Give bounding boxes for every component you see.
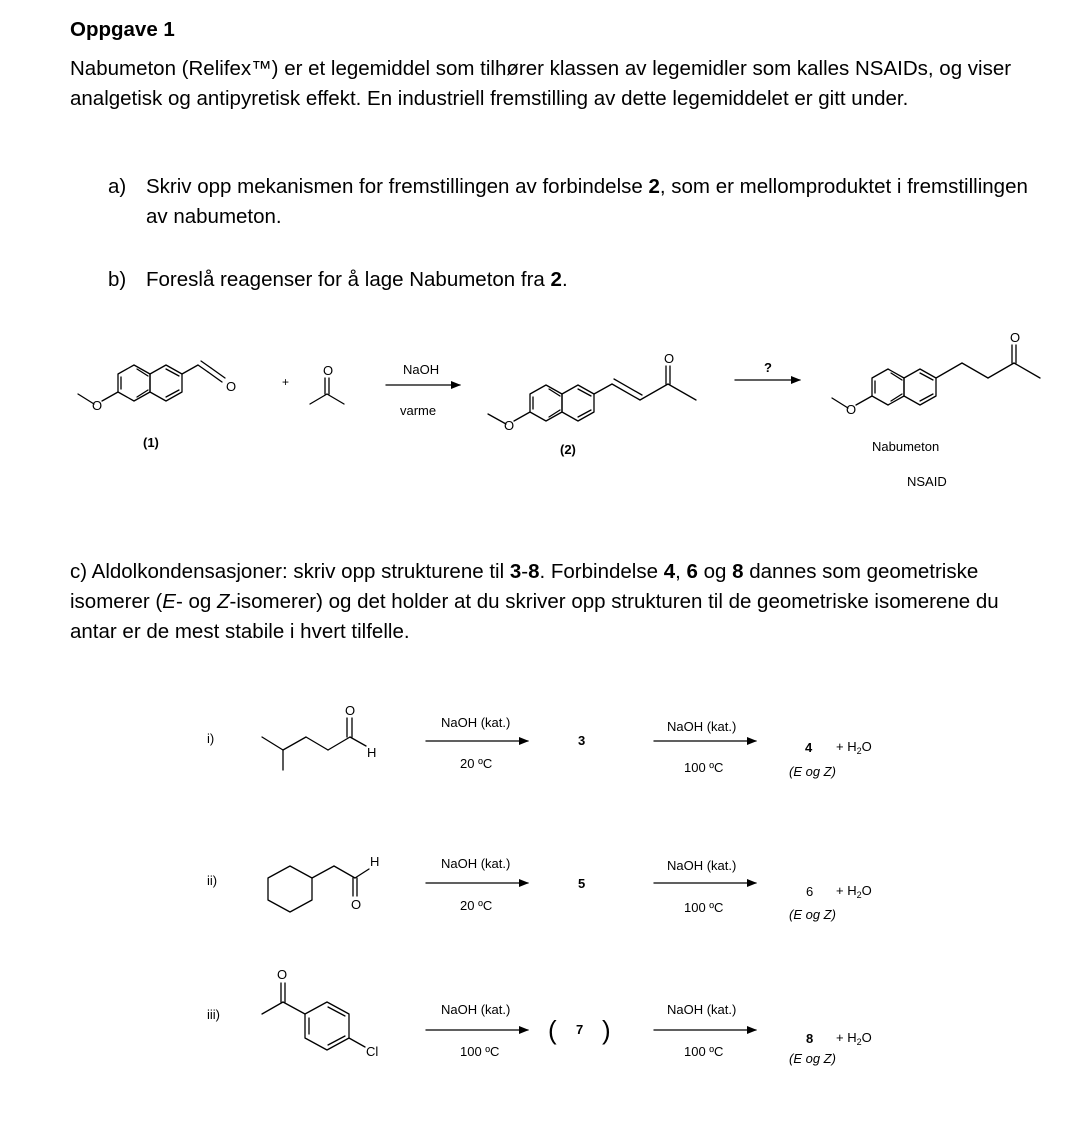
compound-1-label: (1) <box>143 435 159 450</box>
atom-label-O: O <box>345 703 356 718</box>
paren-open: ( <box>548 1015 557 1045</box>
reaction-ii-label: ii) <box>207 873 218 888</box>
acetone-structure <box>310 378 344 404</box>
water-term: + $H_2O$ <box>836 883 872 900</box>
plus-sign: + <box>282 375 290 389</box>
atom-label-O: O <box>1010 330 1021 345</box>
intermediate-5: 5 <box>578 876 586 891</box>
condition-i-2: 100 ºC <box>684 760 724 775</box>
condition-iii-1: 100 ºC <box>460 1044 500 1059</box>
arrow1-reagent: NaOH <box>403 362 440 377</box>
reagent-i-1: NaOH (kat.) <box>441 715 511 730</box>
water-term: + $H_2O$ <box>836 1030 872 1047</box>
isomers-note: (E og Z) <box>789 907 836 922</box>
atom-label-O: O <box>846 402 857 417</box>
condition-ii-1: 20 ºC <box>460 898 493 913</box>
reagent-iii-1: NaOH (kat.) <box>441 1002 511 1017</box>
reagent-iii-2: NaOH (kat.) <box>667 1002 737 1017</box>
product-class: NSAID <box>907 474 947 489</box>
intermediate-3: 3 <box>578 733 586 748</box>
question-b-label: b) <box>108 268 127 291</box>
reaction-i-label: i) <box>207 731 215 746</box>
atom-label-H: H <box>367 745 377 760</box>
arrow2-reagent-unknown: ? <box>764 360 772 375</box>
question-b-text: Foreslå reagenser for å lage Nabumeton fra 2. <box>146 268 568 291</box>
paren-close: ) <box>602 1015 611 1045</box>
question-a-text: Skriv opp mekanismen for fremstillingen av forbindelse 2, som er mellomproduktet i fremstillingen av nabumeton. <box>146 175 1028 228</box>
atom-label-H: H <box>370 854 380 869</box>
reaction-iii-label: iii) <box>207 1007 220 1022</box>
compound-2-label: (2) <box>560 442 576 457</box>
reagent-ii-1: NaOH (kat.) <box>441 856 511 871</box>
arrow1-condition: varme <box>400 403 437 418</box>
reactant-iii-structure <box>262 983 365 1050</box>
intermediate-7: 7 <box>576 1022 584 1037</box>
condition-iii-2: 100 ºC <box>684 1044 724 1059</box>
nabumeton-structure <box>832 345 1040 408</box>
atom-label-O: O <box>226 379 237 394</box>
intro-paragraph: Nabumeton (Relifex™) er et legemiddel som tilhører klassen av legemidler som kalles NSAIDs, og viser analgetisk og antipyretisk effekt. En industriell fremstilling av dette legemiddelet er gitt under. <box>70 57 1012 110</box>
isomers-note: (E og Z) <box>789 1051 836 1066</box>
condition-ii-2: 100 ºC <box>684 900 724 915</box>
reactant-i-structure <box>262 718 366 770</box>
atom-label-O: O <box>277 967 288 982</box>
product-6: 6 <box>806 884 814 899</box>
compound-2-structure <box>488 366 696 424</box>
reagent-ii-2: NaOH (kat.) <box>667 858 737 873</box>
condition-i-1: 20 ºC <box>460 756 493 771</box>
atom-label-Cl: Cl <box>366 1044 379 1059</box>
isomers-note: (E og Z) <box>789 764 836 779</box>
atom-label-O: O <box>92 398 103 413</box>
atom-label-O: O <box>664 351 675 366</box>
reagent-i-2: NaOH (kat.) <box>667 719 737 734</box>
product-8: 8 <box>806 1031 814 1046</box>
water-term: + $H_2O$ <box>836 739 872 756</box>
atom-label-O: O <box>323 363 334 378</box>
atom-label-O: O <box>504 418 515 433</box>
question-c-text: c) Aldolkondensasjoner: skriv opp strukturene til 3-8. Forbindelse 4, 6 og 8 dannes som geometriske isomerer (E- og Z-isomerer) og det holder at du skriver opp strukturen til de geometriske isomerene du antar er de mest stabile i hvert tilfelle. <box>70 560 999 643</box>
atom-label-O: O <box>351 897 362 912</box>
task-title: Oppgave 1 <box>70 18 175 41</box>
question-a-label: a) <box>108 175 127 198</box>
product-4: 4 <box>805 740 813 755</box>
product-name: Nabumeton <box>872 439 940 454</box>
